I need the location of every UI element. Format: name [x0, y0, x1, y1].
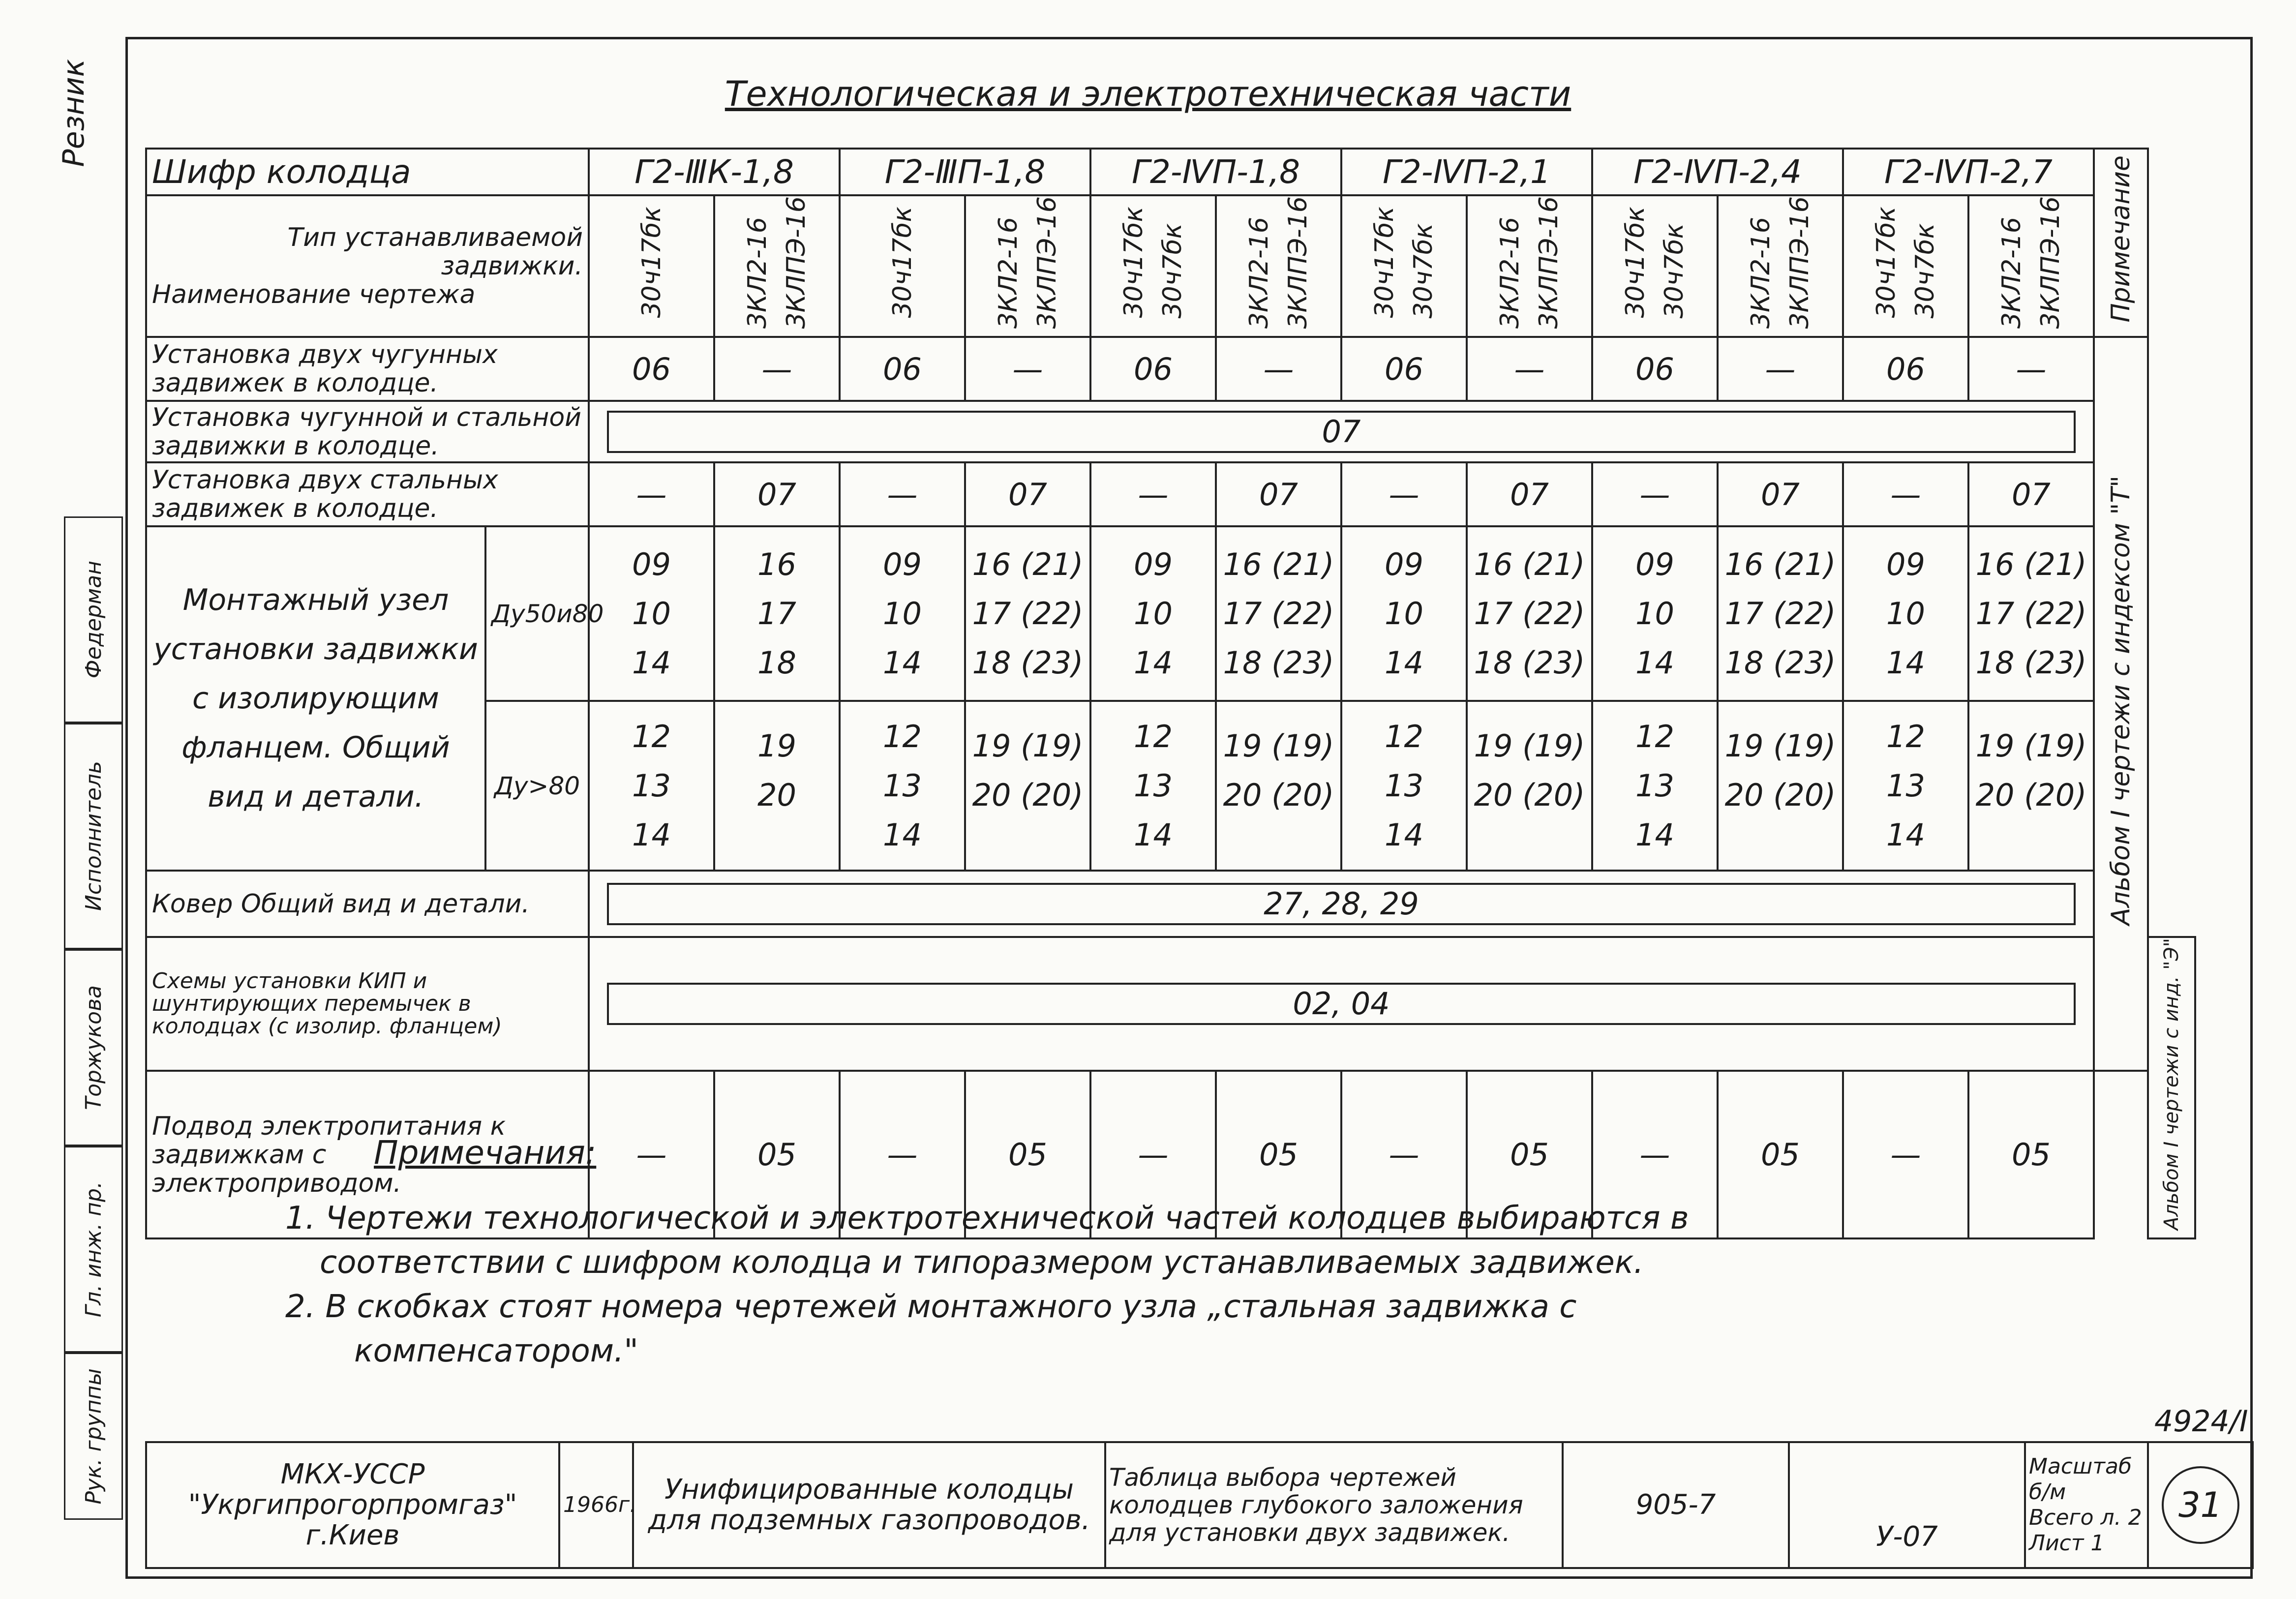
drawing-numbers: 16 (21) 17 (22) 18 (23) [1467, 526, 1592, 701]
sidebar-cell: Федерман [64, 516, 123, 723]
drawing-numbers: 12 13 14 [1843, 701, 1968, 871]
valve-type-cell: 3КЛ2-16 3КЛПЭ-16 [1467, 195, 1592, 337]
valve-type-cell: 3КЛ2-16 3КЛПЭ-16 [1718, 195, 1843, 337]
year: 1966г. [559, 1442, 633, 1568]
title-block [145, 1441, 2254, 1569]
drawing-numbers: 09 10 14 [1843, 526, 1968, 701]
drawing-number: — [1592, 462, 1718, 526]
drawing-numbers: 19 20 [714, 701, 840, 871]
drawing-number: — [589, 462, 714, 526]
drawing-number: 05 [965, 1071, 1090, 1238]
notes-heading: Примечания: [374, 1134, 597, 1172]
row-label-steel-valves: Установка двух стальных задвижек в колодце. [146, 462, 589, 526]
drawing-number: 07 [714, 462, 840, 526]
drawing-number: 07 [1216, 462, 1341, 526]
sidebar-cell: Торжукова [64, 949, 123, 1146]
drawing-numbers: 12 13 14 [840, 701, 965, 871]
header-code-label: Шифр колодца [146, 149, 589, 195]
series-number: 905-7 [1563, 1442, 1789, 1568]
du-label: Ду>80 [485, 701, 589, 871]
valve-type-cell: 3КЛ2-16 3КЛПЭ-16 [714, 195, 840, 337]
sidebar-cell: Гл. инж. пр. [64, 1146, 123, 1353]
row-label-cast-valves: Установка двух чугунных задвижек в колодце. [146, 337, 589, 401]
drawing-number: 05 [714, 1071, 840, 1238]
drawing-number: — [1592, 1071, 1718, 1238]
sheet-title: Таблица выбора чертежей колодцев глубокого заложения для установки двух задвижек. [1105, 1442, 1563, 1568]
drawing-number: 06 [840, 337, 965, 401]
drawing-number: — [1843, 1071, 1968, 1238]
drawing-number: 06 [1843, 337, 1968, 401]
notes-column-header: Примечание [2094, 149, 2148, 337]
well-code: Г2-ⅢП-1,8 [840, 149, 1090, 195]
sheet-code: 4924/I [2154, 1404, 2248, 1439]
row-label-cover: Ковер Общий вид и детали. [146, 871, 589, 937]
drawing-numbers: 09 10 14 [1341, 526, 1467, 701]
drawing-number: 06 [1090, 337, 1216, 401]
drawing-number: — [1843, 462, 1968, 526]
drawing-number: — [1467, 337, 1592, 401]
drawing-number: — [965, 337, 1090, 401]
note-1: 1. Чертежи технологической и электротехнической частей колодцев выбираются в [285, 1200, 1689, 1237]
du-label: Ду50и80 [485, 526, 589, 701]
approval-sidebar [64, 516, 123, 1520]
drawing-numbers: 09 10 14 [589, 526, 714, 701]
notes-album-e: Альбом I чертежи с инд. "Э" [2148, 937, 2195, 1238]
drawing-number: 06 [589, 337, 714, 401]
row-label-assembly: Монтажный узел установки задвижки с изолирующим фланцем. Общий вид и детали. [146, 526, 485, 871]
drawing-number: 05 [1968, 1071, 2094, 1238]
drawing-numbers: 16 17 18 [714, 526, 840, 701]
notes-album-t: Альбом I чертежи с индексом "Т" [2094, 337, 2148, 1071]
drawing-numbers: 12 13 14 [589, 701, 714, 871]
drawing-numbers: 12 13 14 [1341, 701, 1467, 871]
drawing-numbers: 16 (21) 17 (22) 18 (23) [1718, 526, 1843, 701]
valve-type-cell: 30ч17бк [840, 195, 965, 337]
drawing-numbers: 19 (19) 20 (20) [1216, 701, 1341, 871]
row-label-kip: Схемы установки КИП и шунтирующих перемычек в колодцах (с изолир. фланцем) [146, 937, 589, 1071]
valve-type-cell: 30ч17бк 30ч7бк [1592, 195, 1718, 337]
sidebar-cell: Исполнитель [64, 723, 123, 949]
page-title: Технологическая и электротехническая части [725, 74, 1571, 114]
drawing-numbers: 16 (21) 17 (22) 18 (23) [1968, 526, 2094, 701]
author-signature: Резник [57, 59, 91, 167]
page-number: 31 [2162, 1466, 2239, 1544]
well-code: Г2-ⅣП-2,4 [1592, 149, 1843, 195]
drawing-numbers: 09 10 14 [1090, 526, 1216, 701]
valve-type-cell: 30ч17бк [589, 195, 714, 337]
drawing-number: 06 [1592, 337, 1718, 401]
drawing-number: — [714, 337, 840, 401]
drawing-number: — [1968, 337, 2094, 401]
drawing-number: 05 [1718, 1071, 1843, 1238]
valve-type-header: Тип устанавливаемой задвижки. Наименование чертежа [146, 195, 589, 337]
project-name: Унифицированные колодцы для подземных газопроводов. [633, 1442, 1105, 1568]
well-code: Г2-ⅣП-2,7 [1843, 149, 2094, 195]
valve-type-cell: 3КЛ2-16 3КЛПЭ-16 [1968, 195, 2094, 337]
drawing-number: 05 [1467, 1071, 1592, 1238]
drawing-numbers: 09 10 14 [1592, 526, 1718, 701]
valve-type-cell: 30ч17бк 30ч7бк [1341, 195, 1467, 337]
note-1-cont: соответствии с шифром колодца и типоразмером устанавливаемых задвижек. [320, 1244, 1644, 1281]
scale-block: Масштаб б/м Всего л. 2 Лист 1 [2025, 1442, 2148, 1568]
note-2-cont: компенсатором." [354, 1333, 638, 1369]
drawing-number: 07 [1718, 462, 1843, 526]
drawing-number: 07 [1467, 462, 1592, 526]
row-label-cast-steel: Установка чугунной и стальной задвижки в колодце. [146, 401, 589, 462]
note-2: 2. В скобках стоят номера чертежей монтажного узла „стальная задвижка с [285, 1289, 1577, 1325]
drawing-numbers: 12 13 14 [1592, 701, 1718, 871]
drawing-number: — [589, 1071, 714, 1238]
organization: МКХ-УССР "Укргипрогорпромгаз" г.Киев [146, 1442, 559, 1568]
page-number-cell [2148, 1442, 2253, 1568]
drawing-number: — [840, 1071, 965, 1238]
drawing-number: — [1090, 462, 1216, 526]
sheet-number: У-07 [1789, 1442, 2025, 1568]
drawing-numbers: 12 13 14 [1090, 701, 1216, 871]
drawing-selection-table [145, 148, 2196, 1239]
drawing-number: 05 [1216, 1071, 1341, 1238]
merged-cell: 27, 28, 29 [589, 871, 2094, 937]
drawing-number: — [840, 462, 965, 526]
valve-type-cell: 30ч17бк 30ч7бк [1090, 195, 1216, 337]
drawing-numbers: 19 (19) 20 (20) [965, 701, 1090, 871]
valve-type-cell: 30ч17бк 30ч7бк [1843, 195, 1968, 337]
drawing-number: 06 [1341, 337, 1467, 401]
drawing-number: — [1341, 1071, 1467, 1238]
drawing-number: 07 [965, 462, 1090, 526]
well-code: Г2-ⅣП-1,8 [1090, 149, 1341, 195]
valve-type-cell: 3КЛ2-16 3КЛПЭ-16 [1216, 195, 1341, 337]
drawing-numbers: 16 (21) 17 (22) 18 (23) [1216, 526, 1341, 701]
merged-cell: 02, 04 [589, 937, 2094, 1071]
drawing-number: — [1718, 337, 1843, 401]
valve-type-cell: 3КЛ2-16 3КЛПЭ-16 [965, 195, 1090, 337]
row-label-power: Подвод электропитания к задвижкам с электроприводом. [146, 1071, 589, 1238]
drawing-numbers: 09 10 14 [840, 526, 965, 701]
sidebar-cell: Рук. группы [64, 1353, 123, 1520]
drawing-numbers: 19 (19) 20 (20) [1467, 701, 1592, 871]
drawing-number: — [1216, 337, 1341, 401]
merged-cell: 07 [589, 401, 2094, 462]
drawing-numbers: 19 (19) 20 (20) [1718, 701, 1843, 871]
drawing-number: — [1090, 1071, 1216, 1238]
drawing-numbers: 16 (21) 17 (22) 18 (23) [965, 526, 1090, 701]
drawing-number: — [1341, 462, 1467, 526]
well-code: Г2-ⅣП-2,1 [1341, 149, 1592, 195]
drawing-number: 07 [1968, 462, 2094, 526]
well-code: Г2-ⅢК-1,8 [589, 149, 840, 195]
drawing-numbers: 19 (19) 20 (20) [1968, 701, 2094, 871]
